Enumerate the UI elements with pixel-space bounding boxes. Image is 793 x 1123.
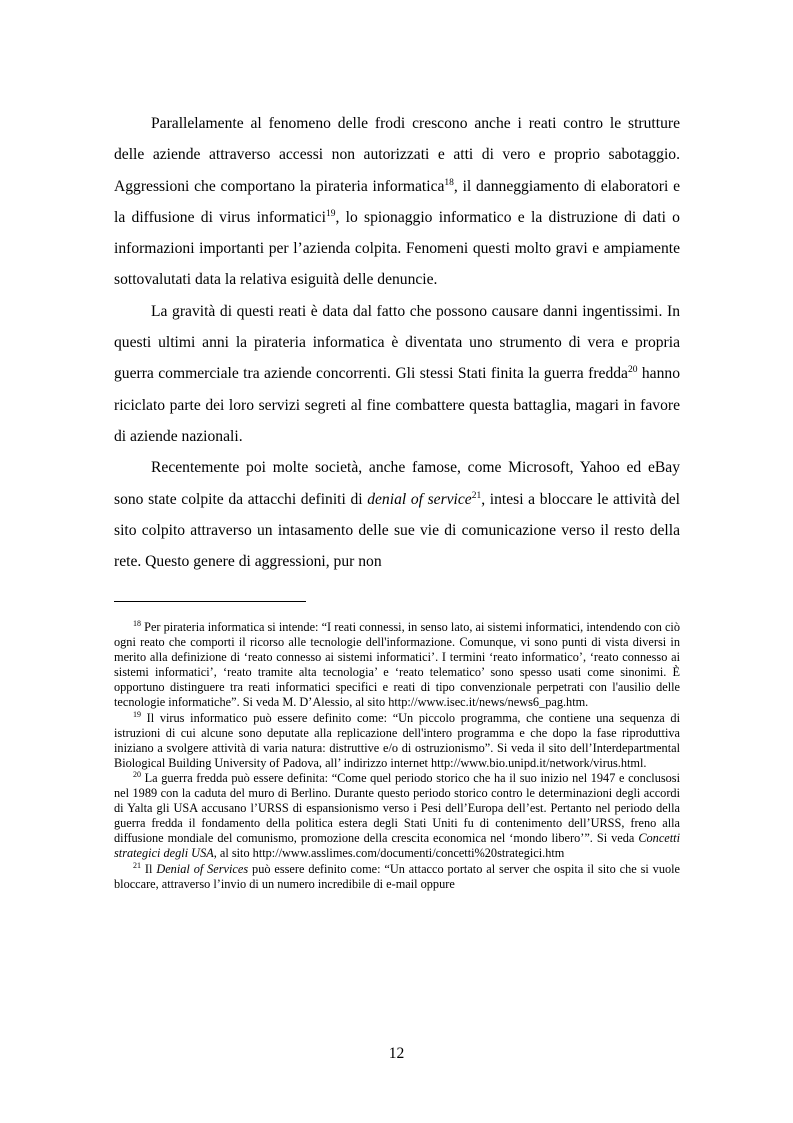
footnote-ref[interactable]: 19 [325,208,336,219]
footnotes [114,620,680,892]
paragraph: Parallelamente al fenomeno delle frodi crescono anche i reati contro le strutture delle aziende attraverso accessi non autorizzati e atti di vero e proprio sabotaggio. Aggressioni che comportano la pirateria informatica$^{18}$, il danneggiamento di elaboratori e la diffusione di virus informatici$^{19}$, lo spionaggio informatico e la distruzione di dati o informazioni importanti per l’azienda colpita. Fenomeni questi molto gravi e ampiamente sottovalutati data la relativa esiguità delle denuncie. [114,115,680,289]
footnote-number: 20 [133,769,141,779]
italic-term: Denial of Services [156,861,249,876]
footnote-ref[interactable]: 18 [444,177,454,188]
footnote: $^{18}$ Per pirateria informatica si intende: “I reati connessi, in senso lato, ai sistemi informatici, intendendo con ciò ogni reato che comporti il ricorso alle tecnologie dell'informazione. Comunque, vi sono punti di vista diversi in merito alla definizione di ‘reato connesso ai sistemi informatici’. I termini ‘reato informatico’, ‘reato connesso ai sistemi informatici’, ‘reato tramite alta tecnologia’ e ‘reato telematico’ sono spesso usati come sinonimi. È opportuno distinguere tra reati informatici specifici e reati di tipo convenzionale perpetrati con l'ausilio delle tecnologie informatiche”. Si veda M. D’Alessio, al sito http://www.isec.it/news/news6_pag.htm. [114,618,680,710]
italic-title: Concetti strategici degli USA [114,831,680,861]
footnote-number: 21 [133,860,141,870]
footnote-separator [114,601,306,602]
body-text [114,108,680,577]
footnote-number: 19 [133,709,141,719]
footnote: $^{19}$ Il virus informatico può essere definito come: “Un piccolo programma, che contiene una sequenza di istruzioni di cui alcune sono deputate alla replicazione dell'intero programma e che dopo la fase riproduttiva iniziano a svolgere attività di varia natura: distruttive e/o di ostruzionismo”. Si veda il sito dell’Interdepartmental Biological Building University of Padova, all’ indirizzo internet http://www.bio.unipd.it/network/virus.html. [114,709,680,770]
paragraph: Recentemente poi molte società, anche famose, come Microsoft, Yahoo ed eBay sono state colpite da attacchi definiti di denial of service$^{21}$, intesi a bloccare le attività del sito colpito attraverso un intasamento delle sue vie di comunicazione verso il resto della rete. Questo genere di aggressioni, pur non [114,459,681,571]
page-number: 12 [388,1045,405,1062]
footnote-ref[interactable]: 20 [627,365,638,376]
footnote-ref[interactable]: 21 [471,490,482,501]
paragraph: La gravità di questi reati è data dal fatto che possono causare danni ingentissimi. In questi ultimi anni la pirateria informatica è diventata uno strumento di vera e propria guerra commerciale tra aziende concorrenti. Gli stessi Stati finita la guerra fredda$^{20}$ hanno riciclato parte dei loro servizi segreti al fine combattere questa battaglia, magari in favore di aziende nazionali. [114,302,680,445]
footnote: $^{21}$ Il Denial of Services può essere definito come: “Un attacco portato al server che ospita il sito che si vuole bloccare, attraverso l’invio di un numero incredibile di e-mail oppure [114,860,681,891]
footnote-number: 18 [133,618,141,628]
footnote: $^{20}$ La guerra fredda può essere definita: “Come quel periodo storico che ha il suo inizio nel 1947 e conclusosi nel 1989 con la caduta del muro di Berlino. Durante questo periodo storico contro le determinazioni degli accordi di Yalta gli USA accusano l’URSS di espansionismo verso i Pesi dell’Europa dell’est. Pertanto nel periodo della guerra fredda il fondamento della politica estera degli Stati Uniti fu di contenimento dell’URSS, freno alla diffusione mondiale del comunismo, promozione della crescita economica nel ‘mondo libero’”. Si veda Concetti strategici degli USA, al sito http://www.asslimes.com/documenti/concetti%20strategici.htm [114,769,680,861]
italic-term: denial of service [367,490,472,508]
